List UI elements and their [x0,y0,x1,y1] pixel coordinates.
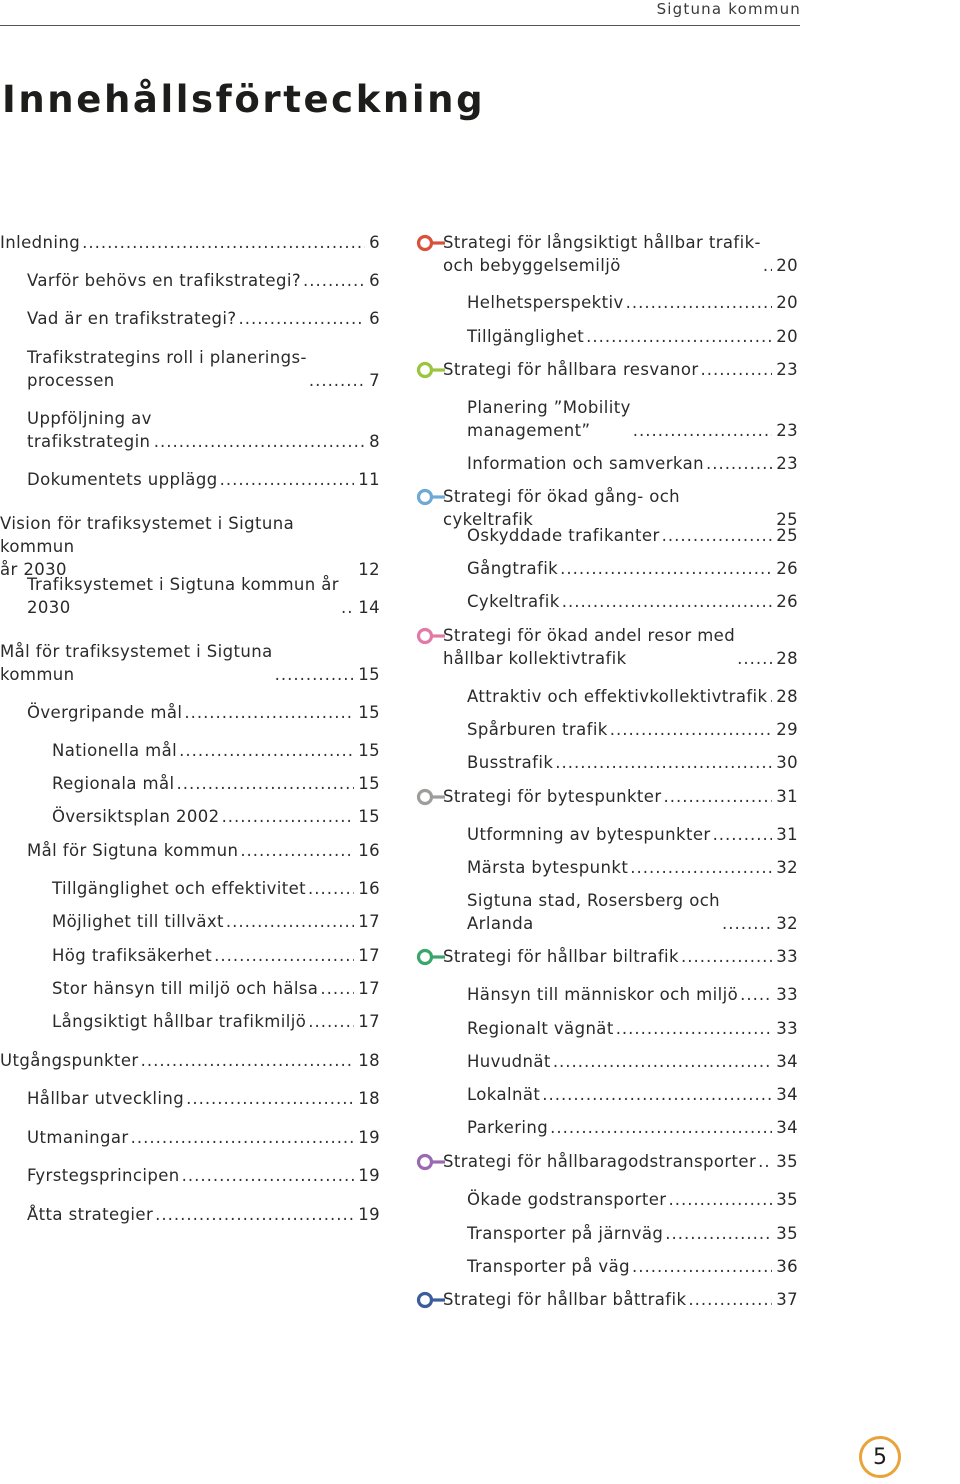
leader-dots [275,663,355,686]
page-ref: 36 [776,1257,798,1276]
leader-dots [722,912,772,935]
toc-entry[interactable]: Hänsyn till människor och miljö ..... 33 [467,983,798,1006]
page-ref: 20 [776,327,798,346]
toc-entry[interactable]: Trafiksystemet i Sigtuna kommun år 2030 ..... 14 [27,573,380,619]
leader-dots [555,751,772,774]
page-ref: 31 [776,825,798,844]
page-ref: 34 [776,1118,798,1137]
leader-dots [706,452,772,475]
leader-dots [184,701,354,724]
leader-dots [668,1188,772,1211]
leader-dots [226,910,354,933]
toc-entry[interactable]: Huvudnät ..... 34 [467,1050,798,1073]
page-title: Innehållsförteckning [2,78,486,121]
toc-entry[interactable]: Information och samverkan ..... 23 [467,452,798,475]
leader-dots [616,1017,773,1040]
leader-dots [662,524,773,547]
page-ref: 12 [358,560,380,579]
page-ref: 18 [358,1051,380,1070]
toc-entry[interactable]: Ökade godstransporter ..... 35 [467,1188,798,1211]
leader-dots [220,468,355,491]
page-ref: 37 [776,1290,798,1309]
leader-dots [664,785,773,808]
page-ref: 25 [776,526,798,545]
toc-entry[interactable]: Transporter på väg ..... 36 [467,1255,798,1278]
leader-dots [240,839,354,862]
page-ref: 32 [776,914,798,933]
leader-dots [763,254,772,277]
toc-entry[interactable]: Inledning ..... 6 [0,231,380,254]
leader-dots [740,983,772,1006]
page-ref: 15 [358,665,380,684]
toc-entry[interactable]: Mål för Sigtuna kommun ..... 16 [27,839,380,862]
toc-entry[interactable]: Strategi för långsiktigt hållbar trafik- och bebyggelsemiljö ..... 20 [443,231,798,277]
page-ref: 29 [776,720,798,739]
page-ref: 26 [776,559,798,578]
leader-dots [320,977,354,1000]
page-ref: 18 [358,1089,380,1108]
toc-entry[interactable]: Uppföljning av trafikstrategin ..... 8 [27,407,380,453]
page-ref: 17 [358,946,380,965]
leader-dots [630,856,772,879]
page-ref: 16 [358,841,380,860]
toc-entry[interactable]: Sigtuna stad, Rosersberg och Arlanda ..... 32 [467,889,798,935]
page-ref: 35 [776,1224,798,1243]
page-ref: 34 [776,1085,798,1104]
toc-entry[interactable]: Cykeltrafik ..... 26 [467,590,798,613]
leader-dots [82,231,365,254]
toc-entry[interactable]: Fyrstegsprincipen ..... 19 [27,1164,380,1187]
toc-entry[interactable]: Regionalt vägnät ..... 33 [467,1017,798,1040]
toc-entry[interactable]: Strategi för hållbara resvanor ..... 23 [443,358,798,381]
leader-dots [214,944,354,967]
page-ref: 6 [369,271,380,290]
page-ref: 19 [358,1166,380,1185]
leader-dots [632,1255,772,1278]
leader-dots [633,419,772,442]
toc-entry[interactable]: Strategi för bytespunkter ..... 31 [443,785,798,808]
leader-dots [737,647,772,670]
toc-entry[interactable]: Hög trafiksäkerhet ..... 17 [52,944,380,967]
toc-entry[interactable]: Regionala mål ..... 15 [52,772,380,795]
leader-dots [769,685,772,708]
toc-entry[interactable]: Helhetsperspektiv ..... 20 [467,291,798,314]
page-ref: 19 [358,1128,380,1147]
page-ref: 17 [358,1012,380,1031]
leader-dots [665,1222,772,1245]
toc-entry[interactable]: Busstrafik ..... 30 [467,751,798,774]
leader-dots [308,877,354,900]
page-ref: 23 [776,454,798,473]
leader-dots [182,1164,355,1187]
page-ref: 28 [776,649,798,668]
toc-entry[interactable]: Vision för trafiksystemet i Sigtuna kommun år 2030 12 [0,514,380,579]
toc-entry[interactable]: Strategi för hållbar biltrafik ..... 33 [443,945,798,968]
page-number-badge: 5 [859,1436,901,1478]
toc-entry[interactable]: Strategi för hållbar båttrafik ..... 37 [443,1288,798,1311]
toc-entry[interactable]: Varför behövs en trafikstrategi? ..... 6 [27,269,380,292]
page-ref: 15 [358,741,380,760]
leader-dots [688,1288,772,1311]
toc-entry[interactable]: Lokalnät ..... 34 [467,1083,798,1106]
page-ref: 33 [776,947,798,966]
toc-entry[interactable]: Märsta bytespunkt ..... 32 [467,856,798,879]
leader-dots [542,1083,772,1106]
toc-entry[interactable]: Tillgänglighet och effektivitet ..... 16 [52,877,380,900]
toc-entry[interactable]: Övergripande mål ..... 15 [27,701,380,724]
toc-entry[interactable]: Översiktsplan 2002 ..... 15 [52,805,380,828]
page-ref: 28 [776,687,798,706]
toc-entry[interactable]: Strategi för ökad gång- och cykeltrafik 25 [443,487,798,529]
leader-dots [141,1049,355,1072]
leader-dots [309,369,365,392]
leader-dots [131,1126,355,1149]
toc-entry[interactable]: Planering ”Mobility management” ..... 23 [467,396,798,442]
page-ref: 20 [776,256,798,275]
toc-entry[interactable]: Nationella mål ..... 15 [52,739,380,762]
toc-entry[interactable]: Tillgänglighet ..... 20 [467,325,798,348]
leader-dots [560,557,772,580]
toc-entry[interactable]: Mål för trafiksystemet i Sigtuna kommun ..... 15 [0,640,380,686]
toc-entry[interactable]: Attraktiv och effektivkollektivtrafik ..... 28 [467,685,798,708]
page-ref: 15 [358,774,380,793]
leader-dots [586,325,772,348]
toc-entry[interactable]: Utmaningar ..... 19 [27,1126,380,1149]
page-ref: 30 [776,753,798,772]
leader-dots [239,307,366,330]
leader-dots [177,772,355,795]
leader-dots [553,1050,772,1073]
leader-dots [610,718,772,741]
page-ref: 34 [776,1052,798,1071]
page-ref: 15 [358,703,380,722]
leader-dots [758,1150,772,1173]
page-ref: 35 [776,1152,798,1171]
leader-dots [179,739,354,762]
page-ref: 19 [358,1205,380,1224]
running-head: Sigtuna kommun [656,0,801,18]
page-ref: 17 [358,979,380,998]
page-ref: 8 [369,432,380,451]
page-ref: 16 [358,879,380,898]
toc-entry[interactable]: Långsiktigt hållbar trafikmiljö ..... 17 [52,1010,380,1033]
toc-entry[interactable]: Trafikstrategins roll i planerings- processen ..... 7 [27,346,380,392]
page-ref: 26 [776,592,798,611]
toc-entry[interactable]: Strategi för ökad andel resor med hållbar kollektivtrafik ..... 28 [443,624,798,670]
header-rule [0,25,800,26]
toc-entry[interactable]: Dokumentets upplägg ..... 11 [27,468,380,491]
leader-dots [562,590,773,613]
page-ref: 7 [369,371,380,390]
page-ref: 31 [776,787,798,806]
page-ref: 11 [358,470,380,489]
page-ref: 14 [358,598,380,617]
leader-dots [681,945,772,968]
page-ref: 23 [776,360,798,379]
leader-dots [155,1203,354,1226]
leader-dots [550,1116,772,1139]
page-ref: 17 [358,912,380,931]
leader-dots [713,823,773,846]
leader-dots [341,596,354,619]
leader-dots [154,430,365,453]
leader-dots [186,1087,354,1110]
toc-entry[interactable]: Oskyddade trafikanter ..... 25 [467,524,798,547]
leader-dots [222,805,355,828]
toc-entry[interactable]: Spårburen trafik ..... 29 [467,718,798,741]
page-ref: 32 [776,858,798,877]
page-ref: 33 [776,985,798,1004]
leader-dots [303,269,365,292]
toc-entry[interactable]: Hållbar utveckling ..... 18 [27,1087,380,1110]
toc-entry[interactable]: Transporter på järnväg ..... 35 [467,1222,798,1245]
page-ref: 25 [776,510,798,529]
toc-entry[interactable]: Strategi för hållbaragodstransporter ..... 35 [443,1150,798,1173]
toc-entry[interactable]: Möjlighet till tillväxt ..... 17 [52,910,380,933]
toc-entry[interactable]: Parkering ..... 34 [467,1116,798,1139]
page-ref: 6 [369,309,380,328]
leader-dots [308,1010,354,1033]
leader-dots [626,291,773,314]
page-ref: 33 [776,1019,798,1038]
toc-entry[interactable]: Stor hänsyn till miljö och hälsa ..... 17 [52,977,380,1000]
toc-entry[interactable]: Utgångspunkter ..... 18 [0,1049,380,1072]
toc-entry[interactable]: Gångtrafik ..... 26 [467,557,798,580]
page-ref: 20 [776,293,798,312]
leader-dots [701,358,773,381]
page-ref: 6 [369,233,380,252]
toc-entry[interactable]: Åtta strategier ..... 19 [27,1203,380,1226]
page-ref: 23 [776,421,798,440]
toc-entry[interactable]: Vad är en trafikstrategi? ..... 6 [27,307,380,330]
page-ref: 35 [776,1190,798,1209]
page-ref: 15 [358,807,380,826]
toc-entry[interactable]: Utformning av bytespunkter ..... 31 [467,823,798,846]
